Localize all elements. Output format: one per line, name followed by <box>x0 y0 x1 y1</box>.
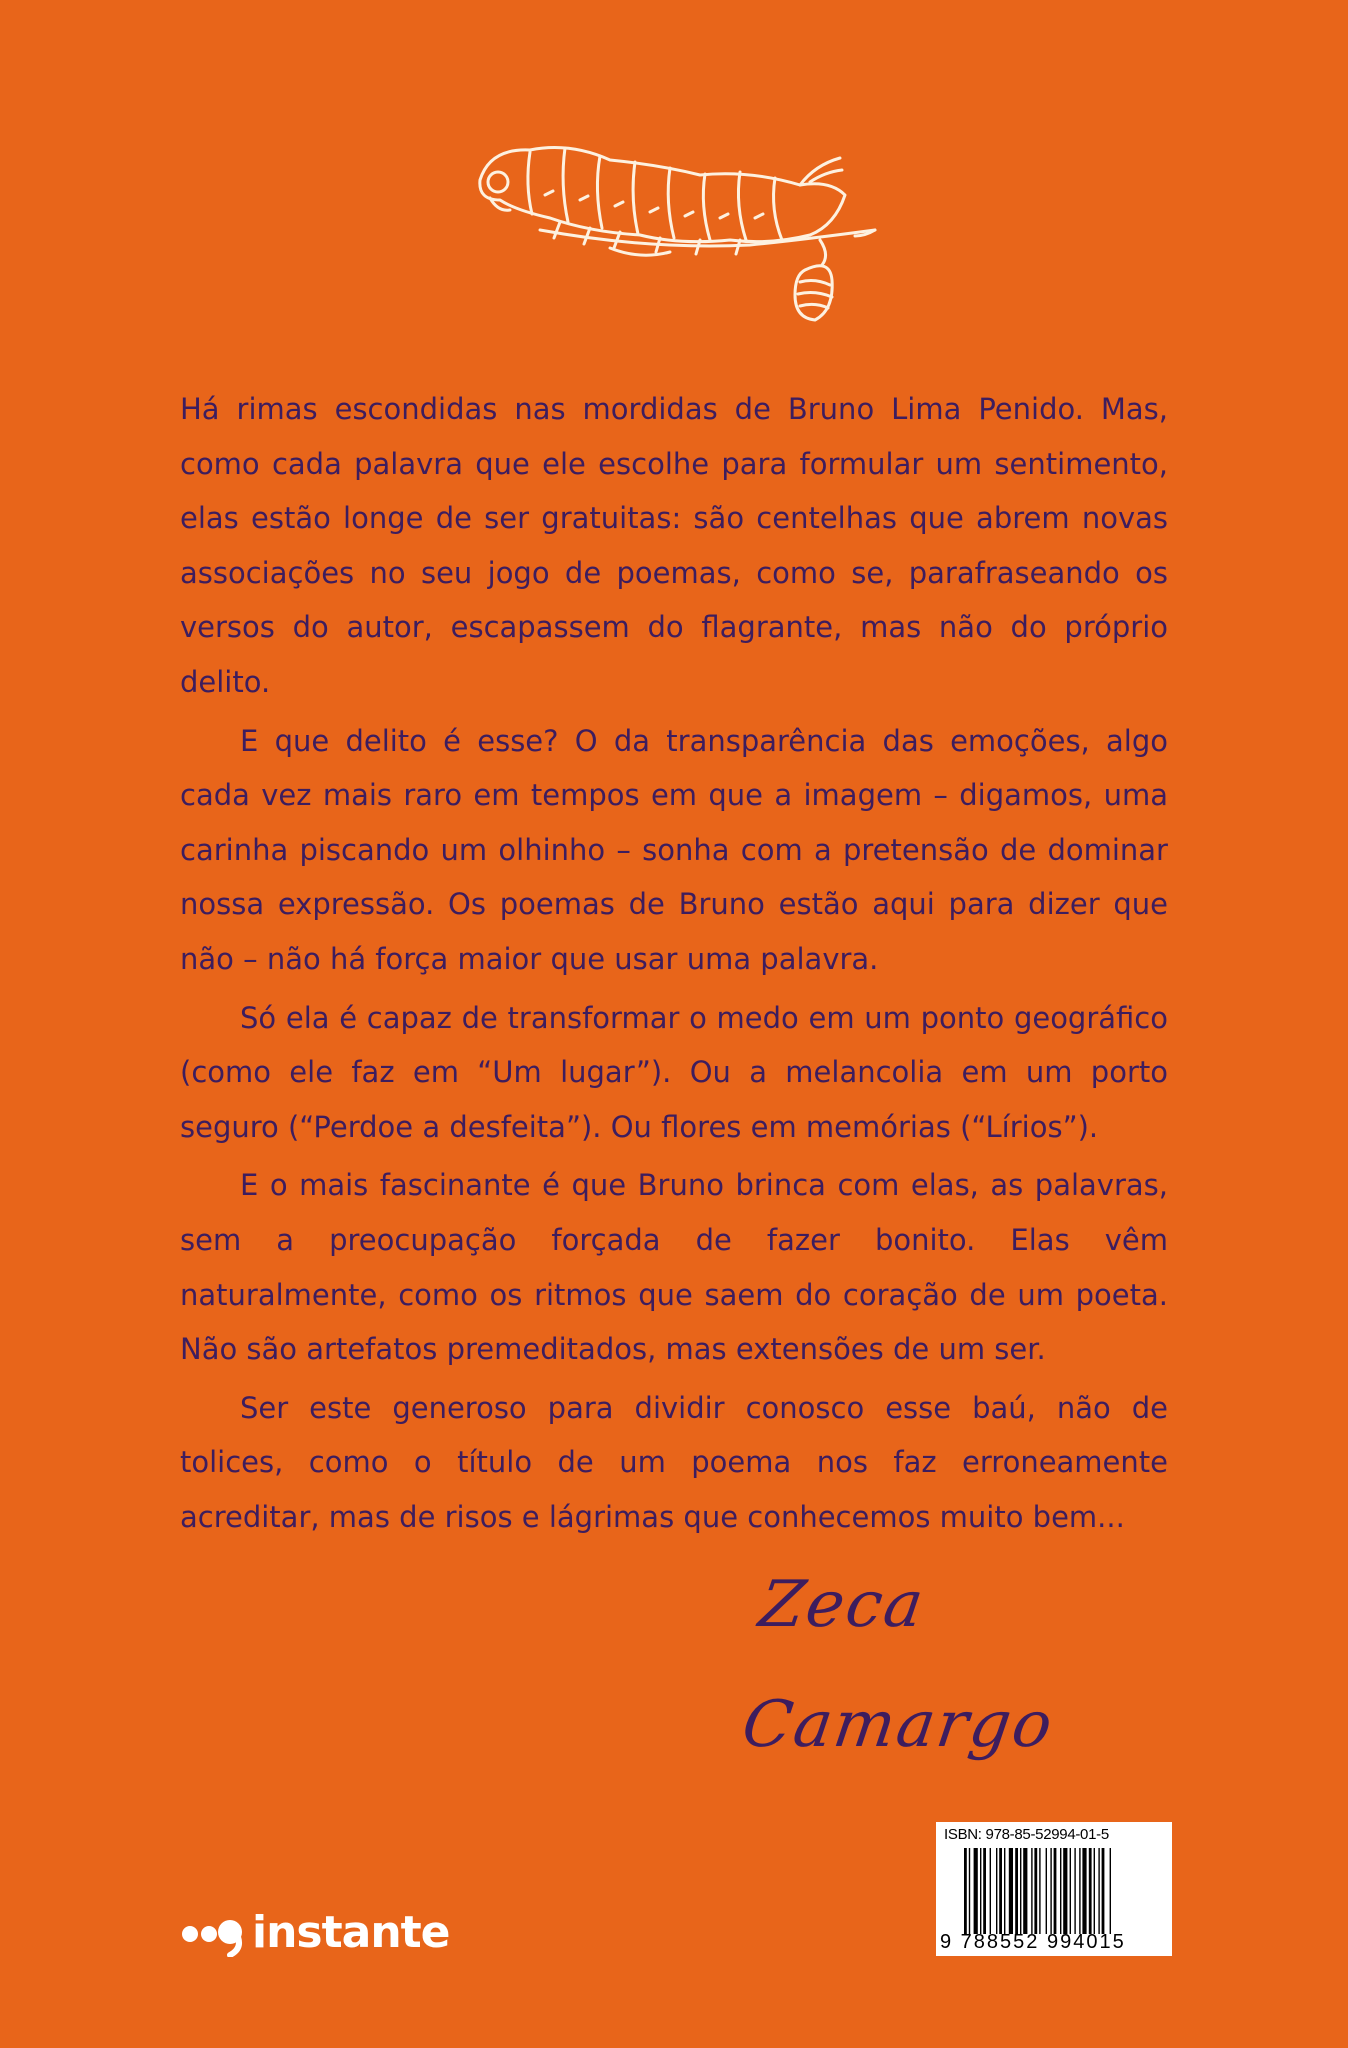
publisher-logo <box>180 1907 450 1957</box>
isbn-label: ISBN: 978-85-52994-01-5 <box>944 1826 1109 1843</box>
blurb-paragraph: Há rimas escondidas nas mordidas de Bruno Lima Penido. Mas, como cada palavra que ele escolhe para formular um sentimento, elas estão longe de ser gratuitas: são centelhas que abrem novas associações no seu jogo de poemas, como se, parafraseando os versos do autor, escapassem do flagrante, mas não do próprio delito. <box>180 392 1168 699</box>
author-signature: Zeca Camargo <box>737 1568 1059 1762</box>
publisher-name: instante <box>252 1906 450 1958</box>
barcode-number: 9 788552 994015 <box>940 1931 1126 1953</box>
blurb-paragraph: E o mais fascinante é que Bruno brinca com elas, as palavras, sem a preocupação forçada de fazer bonito. Elas vêm naturalmente, como os ritmos que saem do coração de um poeta. Não são artefatos premeditados, mas extensões de um ser. <box>180 1168 1168 1367</box>
blurb-paragraph: Só ela é capaz de transformar o medo em um ponto geográfico (como ele faz em “Um lugar”). Ou a melancolia em um porto seguro (“Perdoe a desfeita”). Ou flores em memórias (“Lírios”). <box>180 1000 1168 1144</box>
blurb-paragraph: E que delito é esse? O da transparência das emoções, algo cada vez mais raro em tempos em que a imagem – digamos, uma carinha piscando um olhinho – sonha com a pretensão de dominar nossa expressão. Os poemas de Bruno estão aqui para dizer que não – não há força maior que usar uma palavra. <box>180 723 1168 976</box>
blurb-paragraph: Ser este generoso para dividir conosco esse baú, não de tolices, como o título de um poema nos faz erroneamente acreditar, mas de risos e lágrimas que conhecemos muito bem... <box>180 1390 1168 1534</box>
instante-logo-icon <box>180 1907 250 1957</box>
barcode-bars <box>964 1848 1168 1934</box>
isbn-barcode <box>936 1822 1172 1956</box>
caterpillar-illustration <box>470 140 880 340</box>
blurb-text <box>180 382 1168 1548</box>
